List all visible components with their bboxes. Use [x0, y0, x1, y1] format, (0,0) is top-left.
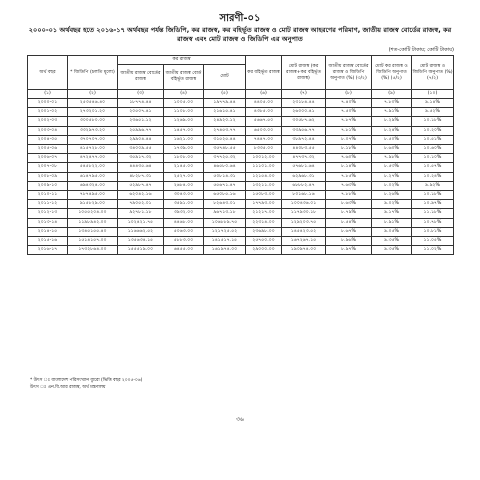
table-caption: ২০০০-০১ অর্থবছর হতে ২০১৬-১৭ অর্থবছর পর্যন্ত জিডিপি, কর রাজস্ব, কর বহির্ভূত রাজস্ব ও মোট রাজস্ব আহরণের পরিমাণ, জাতীয় রাজস্ব বোর্ডের রাজস্ব, কর রাজস্ব এবং মোট রাজস্ব ও জিডিপি এর অনুপাত: [28, 26, 452, 43]
table-cell: ৩০৫৮৭.৬২: [282, 117, 326, 126]
table-cell: ৫৫৬৭১.৪৭: [204, 181, 246, 190]
column-index-row: [28, 90, 454, 99]
table-cell: ২৫৩৫৪৬.৪০: [68, 99, 118, 108]
table-cell: ৯১৫৮২৯.০০: [68, 200, 118, 209]
table-cell: ১১১০১.০০: [246, 163, 282, 172]
table-row: [28, 246, 454, 255]
unit-note: (শত-কোটি টাকায়; কোটি টাকায়): [388, 47, 454, 53]
table-cell: ৮.৫৪%: [326, 218, 372, 227]
table-cell: ৫৬৬৭.৫০: [246, 117, 282, 126]
table-cell: ৭.৫০%: [326, 108, 372, 117]
table-cell: ২০০১-০২: [28, 108, 68, 117]
table-cell: ২০০৮-০৯: [28, 172, 68, 181]
column-index-cell: (৯): [372, 90, 412, 99]
table-cell: ২২৩১৪.০০: [246, 218, 282, 227]
table-cell: ২০০৯-১০: [28, 181, 68, 190]
table-cell: ১১.০২%: [412, 246, 454, 255]
table-cell: ১৫৫৫১৯.০০: [118, 246, 164, 255]
table-cell: ২৯৯০৪.৪৪: [118, 135, 164, 144]
table-cell: ১২৯২০৩.৭৫: [282, 218, 326, 227]
table-cell: ৩৫৯১৭.৩২: [118, 154, 164, 163]
column-index-cell: (৩): [118, 90, 164, 99]
table-cell: ৭.৯১%: [372, 108, 412, 117]
table-cell: ১৬২১.০০: [164, 135, 204, 144]
table-cell: ১৩২১১.০০: [246, 181, 282, 190]
table-cell: ৩০৪৩.০০: [164, 191, 204, 200]
table-row: [28, 108, 454, 117]
table-cell: ১২১৭২৫.৫২: [204, 227, 246, 236]
table-row: [28, 209, 454, 218]
table-cell: ৪৪৬৮.০০: [164, 218, 204, 227]
table-cell: ৬২৯৬৮.৩১: [282, 172, 326, 181]
table-cell: ৩৫৯১.০০: [164, 200, 204, 209]
column-index-cell: (১): [28, 90, 68, 99]
table-cell: ১১৭৯৩০.১৮: [282, 209, 326, 218]
table-cell: ১০.৫৭%: [412, 163, 454, 172]
table-cell: ১৮০৮.০০: [164, 154, 204, 163]
column-index-cell: (৬): [246, 90, 282, 99]
table-cell: ৮.২৯%: [372, 117, 412, 126]
header-total-tax: মোট: [204, 65, 246, 90]
table-cell: ৮.৭৯%: [326, 209, 372, 218]
source-notes: [30, 377, 142, 391]
table-cell: ৩৫৭৪৮.৫৫: [204, 145, 246, 154]
table-cell: ৯.১৭%: [372, 209, 412, 218]
table-cell: ৭.৬৩%: [326, 181, 372, 190]
table-cell: ২১৪৫.০০: [164, 163, 204, 172]
table-cell: ৭.৮১%: [326, 126, 372, 135]
table-cell: ৯.৯২%: [412, 181, 454, 190]
source-note: * উৎস ঃ বাংলাদেশ পরিসংখ্যান ব্যুরো (ভিত্তি বছর ২০০৫-০৬): [30, 378, 143, 383]
table-cell: ৩৩২৯৭৩.২০: [68, 126, 118, 135]
table-cell: ২০০৫-০৬: [28, 145, 68, 154]
header-gdp: * জিডিপি (চলতি মূল্যে): [68, 56, 118, 90]
header-non-nbr-tax: জাতীয় রাজস্ব বোর্ড বহির্ভূত রাজস্ব: [164, 65, 204, 90]
table-cell: ৬৯৪৩২৪.০০: [68, 181, 118, 190]
table-cell: ৫৪৫৮২২.০০: [68, 163, 118, 172]
table-cell: ৯.০২%: [372, 200, 412, 209]
table-cell: ৭.৮০%: [372, 99, 412, 108]
table-row: [28, 163, 454, 172]
table-cell: ১০২৪২১.৭৫: [118, 218, 164, 227]
table-cell: ৮.৫০%: [372, 135, 412, 144]
table-cell: ৪৪৪৩৫.৬৪: [118, 163, 164, 172]
table-cell: ২৩৬৫১.১২: [118, 117, 164, 126]
table-cell: ২০১২-১৩: [28, 209, 68, 218]
table-cell: ৯.৫২%: [412, 108, 454, 117]
table-cell: ২৬০০০.৪১: [282, 108, 326, 117]
table-cell: ৮২৬৪৩.০১: [204, 200, 246, 209]
table-cell: ৪৮২৮৭.৩১: [118, 172, 164, 181]
header-non-tax: কর বহির্ভূত রাজস্ব: [246, 56, 282, 90]
table-cell: ৭৯০৫২.০১: [118, 200, 164, 209]
table-cell: ১৫১৪১৫৭.০০: [68, 237, 118, 246]
table-cell: ১১.১৮%: [412, 209, 454, 218]
table-cell: ১৩৫৬৩৪.১৫: [118, 237, 164, 246]
table-cell: ৩৭০৭০৭.০০: [68, 135, 118, 144]
table-row: [28, 181, 454, 190]
column-index-cell: (৪): [164, 90, 204, 99]
table-cell: ৪১৫৭২৮.০০: [68, 145, 118, 154]
table-cell: ২৩৬৯৮.০০: [246, 227, 282, 236]
table-cell: ৪৪০৮৩.৫৫: [282, 145, 326, 154]
table-cell: ৬৪৫৫.০০: [164, 246, 204, 255]
table-row: [28, 154, 454, 163]
table-cell: ৩৩৯৫৬.৭৭: [282, 126, 326, 135]
table-cell: ১০৫৫২০৪.০০: [68, 209, 118, 218]
table-row: [28, 117, 454, 126]
header-tax-group: কর রাজস্ব: [118, 56, 246, 65]
table-cell: ৫৮৮৩.০০: [164, 237, 204, 246]
table-row: [28, 200, 454, 209]
table-cell: ১১৬৬৬২.৫২: [118, 227, 164, 236]
table-cell: ৮.০৭%: [326, 135, 372, 144]
table-cell: ৭.৪০%: [326, 99, 372, 108]
table-cell: ১৪৫৭.০০: [164, 126, 204, 135]
table-cell: ১৯০৯৭৪.০০: [282, 246, 326, 255]
table-row: [28, 99, 454, 108]
table-cell: ১২৬৯.০০: [164, 117, 204, 126]
table-cell: ১০০৫.০০: [164, 99, 204, 108]
table-cell: ৭.৬০%: [326, 154, 372, 163]
table-cell: ৮.৯১%: [372, 218, 412, 227]
table-cell: ৭৮৭৪৯৫.০০: [68, 191, 118, 200]
table-cell: ১৮৭৭৪.৪৪: [118, 99, 164, 108]
table-cell: ১৭৭৯৩.০০: [246, 200, 282, 209]
table-cell: ৮.৯৭%: [326, 246, 372, 255]
table-cell: ১৫০৮৩.০০: [246, 191, 282, 200]
table-cell: ৫৭৬৮১.৬৪: [282, 163, 326, 172]
table-cell: ১১৯৮৯৪২.০০: [68, 218, 118, 227]
table-cell: ২১২১৭.০০: [246, 209, 282, 218]
table-cell: ৯.০৫%: [372, 227, 412, 236]
table-cell: ৮.২৪%: [372, 126, 412, 135]
table-cell: ৮.১৪%: [326, 163, 372, 172]
header-tax-ratio: মোট কর রাজস্ব ও জিডিপি অনুপাত (%) (৫/২): [372, 56, 412, 90]
table-cell: ৮.৬০%: [372, 145, 412, 154]
table-cell: ১০.১৮%: [412, 117, 454, 126]
table-cell: ১০.৯৭%: [412, 200, 454, 209]
table-row: [28, 135, 454, 144]
header-revenue-ratio: মোট রাজস্ব ও জিডিপি অনুপাত (%) (৭/২): [412, 56, 454, 90]
table-cell: ১০.৬০%: [412, 145, 454, 154]
table-cell: ১১.০৫%: [412, 237, 454, 246]
table-cell: ১৭৩৯.০০: [164, 145, 204, 154]
table-cell: ১০০৪৩৬.০১: [282, 200, 326, 209]
source-note: উৎস ঃ এন.বি.আর রাজস্ব, অর্থ মন্ত্রণালয়: [30, 385, 106, 390]
table-cell: ১০.২০%: [412, 126, 454, 135]
table-cell: ২১৬১৫.৪১: [204, 108, 246, 117]
table-cell: ৭.৮৭%: [326, 117, 372, 126]
table-cell: ২৫৭৫০.০০: [246, 237, 282, 246]
table-cell: ৭.৯৮%: [372, 154, 412, 163]
table-cell: ২৭৪৫৩.৭৭: [204, 126, 246, 135]
table-cell: ৮০১৬৮.১৬: [282, 191, 326, 200]
table-row: [28, 237, 454, 246]
table-cell: ১০.১০%: [412, 154, 454, 163]
revenue-table: [27, 55, 454, 255]
table-cell: ১০.৭৮%: [412, 218, 454, 227]
table-cell: ৩৮৯৭২.৪৪: [282, 135, 326, 144]
table-cell: ২৬৮৪.০০: [164, 181, 204, 190]
page-number: ৩৬: [236, 416, 244, 423]
table-cell: ২০১৫-১৬: [28, 237, 68, 246]
table-row: [28, 191, 454, 200]
table-cell: ২০১০-১১: [28, 191, 68, 200]
table-cell: ১৬১৯৭৪.০০: [204, 246, 246, 255]
table-cell: ৮.৬৭%: [326, 227, 372, 236]
page-title: সারণী-০১: [219, 13, 261, 24]
table-cell: ২০০৬-০৭: [28, 154, 68, 163]
table-cell: ৬৫০৩.০০: [246, 126, 282, 135]
column-index-cell: (২): [68, 90, 118, 99]
table-cell: ৫০৮১৪.৩১: [204, 172, 246, 181]
table-cell: ২৪৯২০.১২: [204, 117, 246, 126]
table-cell: ১০.৫১%: [412, 135, 454, 144]
table-cell: ২৫২৭.০০: [164, 172, 204, 181]
table-cell: ৭৪৪৭.০০: [246, 135, 282, 144]
table-cell: ৫২৯৮৭.৪৭: [118, 181, 164, 190]
table-cell: ৮.১৮%: [326, 145, 372, 154]
table-cell: ১০.১৮%: [412, 191, 454, 200]
table-cell: ৩৭৭২৫.৩২: [204, 154, 246, 163]
table-cell: ২০০৩-০৪: [28, 126, 68, 135]
table-cell: ২০১১-১২: [28, 200, 68, 209]
table-cell: ১১০৮.০০: [164, 108, 204, 117]
table-cell: ৩৪০০৯.৫৫: [118, 145, 164, 154]
table-cell: ৯২৭৮১.১৮: [118, 209, 164, 218]
table-cell: ৯.৩৫%: [372, 246, 412, 255]
table-cell: ৮.৫৩%: [372, 163, 412, 172]
table-cell: ৪৭২৪৭৭.০০: [68, 154, 118, 163]
header-nbr-ratio: জাতীয় রাজস্ব বোর্ডের রাজস্ব ও জিডিপি অনুপাত (%) (৩/২): [326, 56, 372, 90]
table-cell: ১৪৫৪২৩.৫২: [282, 227, 326, 236]
table-row: [28, 218, 454, 227]
table-cell: ১০.৮১%: [412, 227, 454, 236]
table-cell: ৭.৮৫%: [326, 172, 372, 181]
table-cell: ৪৭৭৩৭.৩২: [282, 154, 326, 163]
table-cell: ২০০০-০১: [28, 99, 68, 108]
table-cell: ৭.৮৮%: [326, 191, 372, 200]
table-cell: ৪৪০৫.০০: [246, 99, 282, 108]
table-cell: ৩১৫২৫.৪৪: [204, 135, 246, 144]
column-index-cell: (১০): [412, 90, 454, 99]
table-cell: ২০১৬-১৭: [28, 246, 68, 255]
table-body: [28, 99, 454, 255]
table-cell: ৮.৬৩%: [326, 200, 372, 209]
table-cell: ৮.২৬%: [372, 191, 412, 200]
header-year: অর্থ বছর: [28, 56, 68, 90]
table-cell: ২০০৪-০৫: [28, 135, 68, 144]
table-cell: ৮.৯৬%: [326, 237, 372, 246]
table-cell: ৪৬৫৮০.৬৪: [204, 163, 246, 172]
table-row: [28, 172, 454, 181]
table-cell: ২০৫০৭.৪১: [118, 108, 164, 117]
table-cell: ১৬৭২৬৭.১৫: [282, 237, 326, 246]
table-cell: ১০০১২.০০: [246, 154, 282, 163]
table-cell: ৯.৩৫%: [372, 237, 412, 246]
table-cell: ৬৫০৮৫.১৬: [204, 191, 246, 200]
table-cell: ৮.০২%: [372, 181, 412, 190]
column-index-cell: (৮): [326, 90, 372, 99]
table-cell: ৯.১৪%: [412, 99, 454, 108]
table-cell: ১৪১৫১৭.১৫: [204, 237, 246, 246]
table-row: [28, 145, 454, 154]
table-cell: ৮.২৭%: [372, 172, 412, 181]
table-cell: ১০৬৮৮৯.৭৫: [204, 218, 246, 227]
table-cell: ৬৮৮৮২.৪৭: [282, 181, 326, 190]
header-nbr-tax: জাতীয় রাজস্ব বোর্ডের রাজস্ব: [118, 65, 164, 90]
table-cell: ৬২০৪২.১৬: [118, 191, 164, 200]
table-cell: ৫০৬৩.০০: [164, 227, 204, 236]
table-cell: ৩৯৩২.০০: [164, 209, 204, 218]
table-cell: ৩০০৫৮০.০০: [68, 117, 118, 126]
table-cell: ১৩৪৫১৫৫.৪০: [68, 227, 118, 236]
table-row: [28, 227, 454, 236]
table-cell: ২৩১৮৪.৪৪: [282, 99, 326, 108]
table-cell: ১২১৫৪.০০: [246, 172, 282, 181]
header-total-revenue: মোট রাজস্ব (কর রাজস্ব+কর বহির্ভূত রাজস্ব): [282, 56, 326, 90]
column-index-cell: (৭): [282, 90, 326, 99]
table-cell: ১৯৭৭৯.৪৪: [204, 99, 246, 108]
table-cell: ২০১৪-১৫: [28, 227, 68, 236]
table-cell: ৬১৪৭৯৫.০০: [68, 172, 118, 181]
table-cell: ৮৩৩৫.০০: [246, 145, 282, 154]
table-cell: ২৭৩২০১.২০: [68, 108, 118, 117]
table-cell: ২০০২-০৩: [28, 117, 68, 126]
table-row: [28, 126, 454, 135]
table-cell: ২৫৯৯৬.৭৭: [118, 126, 164, 135]
table-cell: ২০১৩-১৪: [28, 218, 68, 227]
table-cell: ৪৩৮৫.০০: [246, 108, 282, 117]
table-cell: ২০০৭-০৮: [28, 163, 68, 172]
table-cell: ১০.২৪%: [412, 172, 454, 181]
column-index-cell: (৫): [204, 90, 246, 99]
table-cell: ১৭৩২৮৬৪.০০: [68, 246, 118, 255]
table-cell: ৯৬৭১৩.১৮: [204, 209, 246, 218]
table-cell: ২৯০০০.০০: [246, 246, 282, 255]
